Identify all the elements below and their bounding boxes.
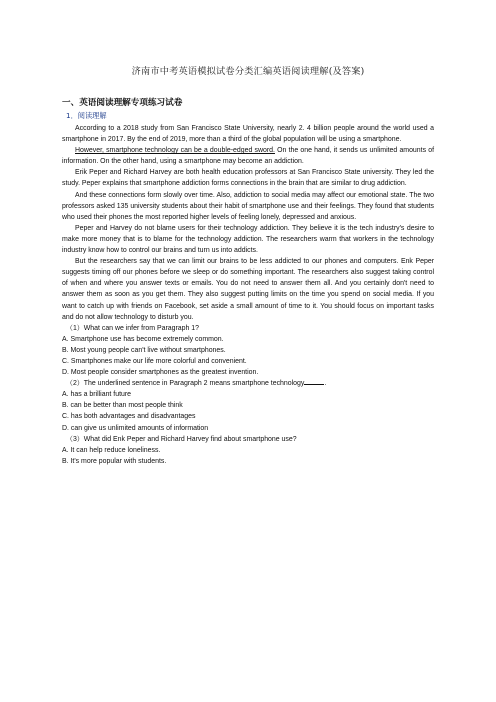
passage-paragraph-5: Peper and Harvey do not blame users for their technology addiction. They believe it is the tech industry's desire to make more money that is to blame for the technology addiction. The researchers warm that workers in the technology industry know how to control our brains and turn us into addicts.: [62, 224, 434, 255]
question-1-option-d: D. Most people consider smartphones as the greatest invention.: [62, 369, 259, 377]
question-2-option-d: D. can give us unlimited amounts of information: [62, 424, 209, 432]
passage-paragraph-2-rest: On the one hand, it sends us unlimited amounts of information. On the other hand, using a smartphone may become an addiction.: [62, 147, 435, 166]
document-title: 济南市中考英语模拟试卷分类汇编英语阅读理解(及答案): [131, 66, 365, 77]
question-3-option-a: A. It can help reduce loneliness.: [62, 446, 161, 454]
passage-paragraph-4: And these connections form slowly over time. Also, addiction to social media may affect our emotional state. The two professors asked 135 university students about their habit of smartphone use and their feelings. They found that students who used their phones the most reported higher levels of feeling lonely, depressed and anxious.: [62, 191, 434, 221]
question-1-option-a: A. Smartphone use has become extremely common.: [62, 335, 224, 343]
passage-paragraph-3: Erik Peper and Richard Harvey are both health education professors at San Francisco State university. They led the study. Peper explains that smartphone addiction forms connections in the brain that are similar to drug addiction.: [62, 169, 434, 188]
passage-paragraph-6: But the researchers say that we can limit our brains to be less addicted to our phones and computers. Enk Peper suggests timing off our phones before we sleep or do something important. The researchers also suggest taking control of when and where you answer texts or emails. You do not need to answer them all. And you certainly don't need to answer them as soon as you get them. They also suggest putting limits on the time you spend on social media. If you want to catch up with friends on Facebook, set aside a small amount of time to it. You should focus on important tasks and do not allow technology to disturb you.: [62, 258, 434, 321]
question-3-stem: （3）What did Enk Peper and Richard Harvey find about smartphone use?: [66, 435, 297, 443]
question-1-stem: （1）What can we infer from Paragraph 1?: [66, 324, 200, 332]
question-2-stem-text: （2）The underlined sentence in Paragraph 2 means smartphone technology: [66, 380, 305, 388]
question-1-option-b: B. Most young people can't live without smartphones.: [62, 346, 226, 354]
underlined-sentence: However, smartphone technology can be a double-edged sword.: [75, 147, 275, 155]
passage-paragraph-2: [62, 145, 434, 167]
question-1-option-c: C. Smartphones make our life more colorful and convenient.: [62, 357, 247, 365]
answer-blank: [304, 378, 327, 388]
question-2-stem-end: .: [324, 380, 327, 388]
question-3-option-b: B. It's more popular with students.: [62, 457, 167, 465]
section-heading: 一、英语阅读理解专项练习试卷: [62, 98, 183, 108]
reading-body: [62, 123, 434, 467]
question-2-option-c: C. has both advantages and disadvantages: [62, 413, 196, 421]
passage-paragraph-1: According to a 2018 study from San Francisco State University, nearly 2. 4 billion people around the world used a smartphone in 2017. By the end of 2019, more than a third of the global population will be using a smartphone.: [62, 125, 434, 144]
sub-heading: 1．阅读理解: [66, 111, 107, 120]
question-2-option-b: B. can be better than most people think: [62, 402, 183, 410]
question-2-stem: [62, 378, 434, 389]
question-2-option-a: A. has a brilliant future: [62, 391, 132, 399]
